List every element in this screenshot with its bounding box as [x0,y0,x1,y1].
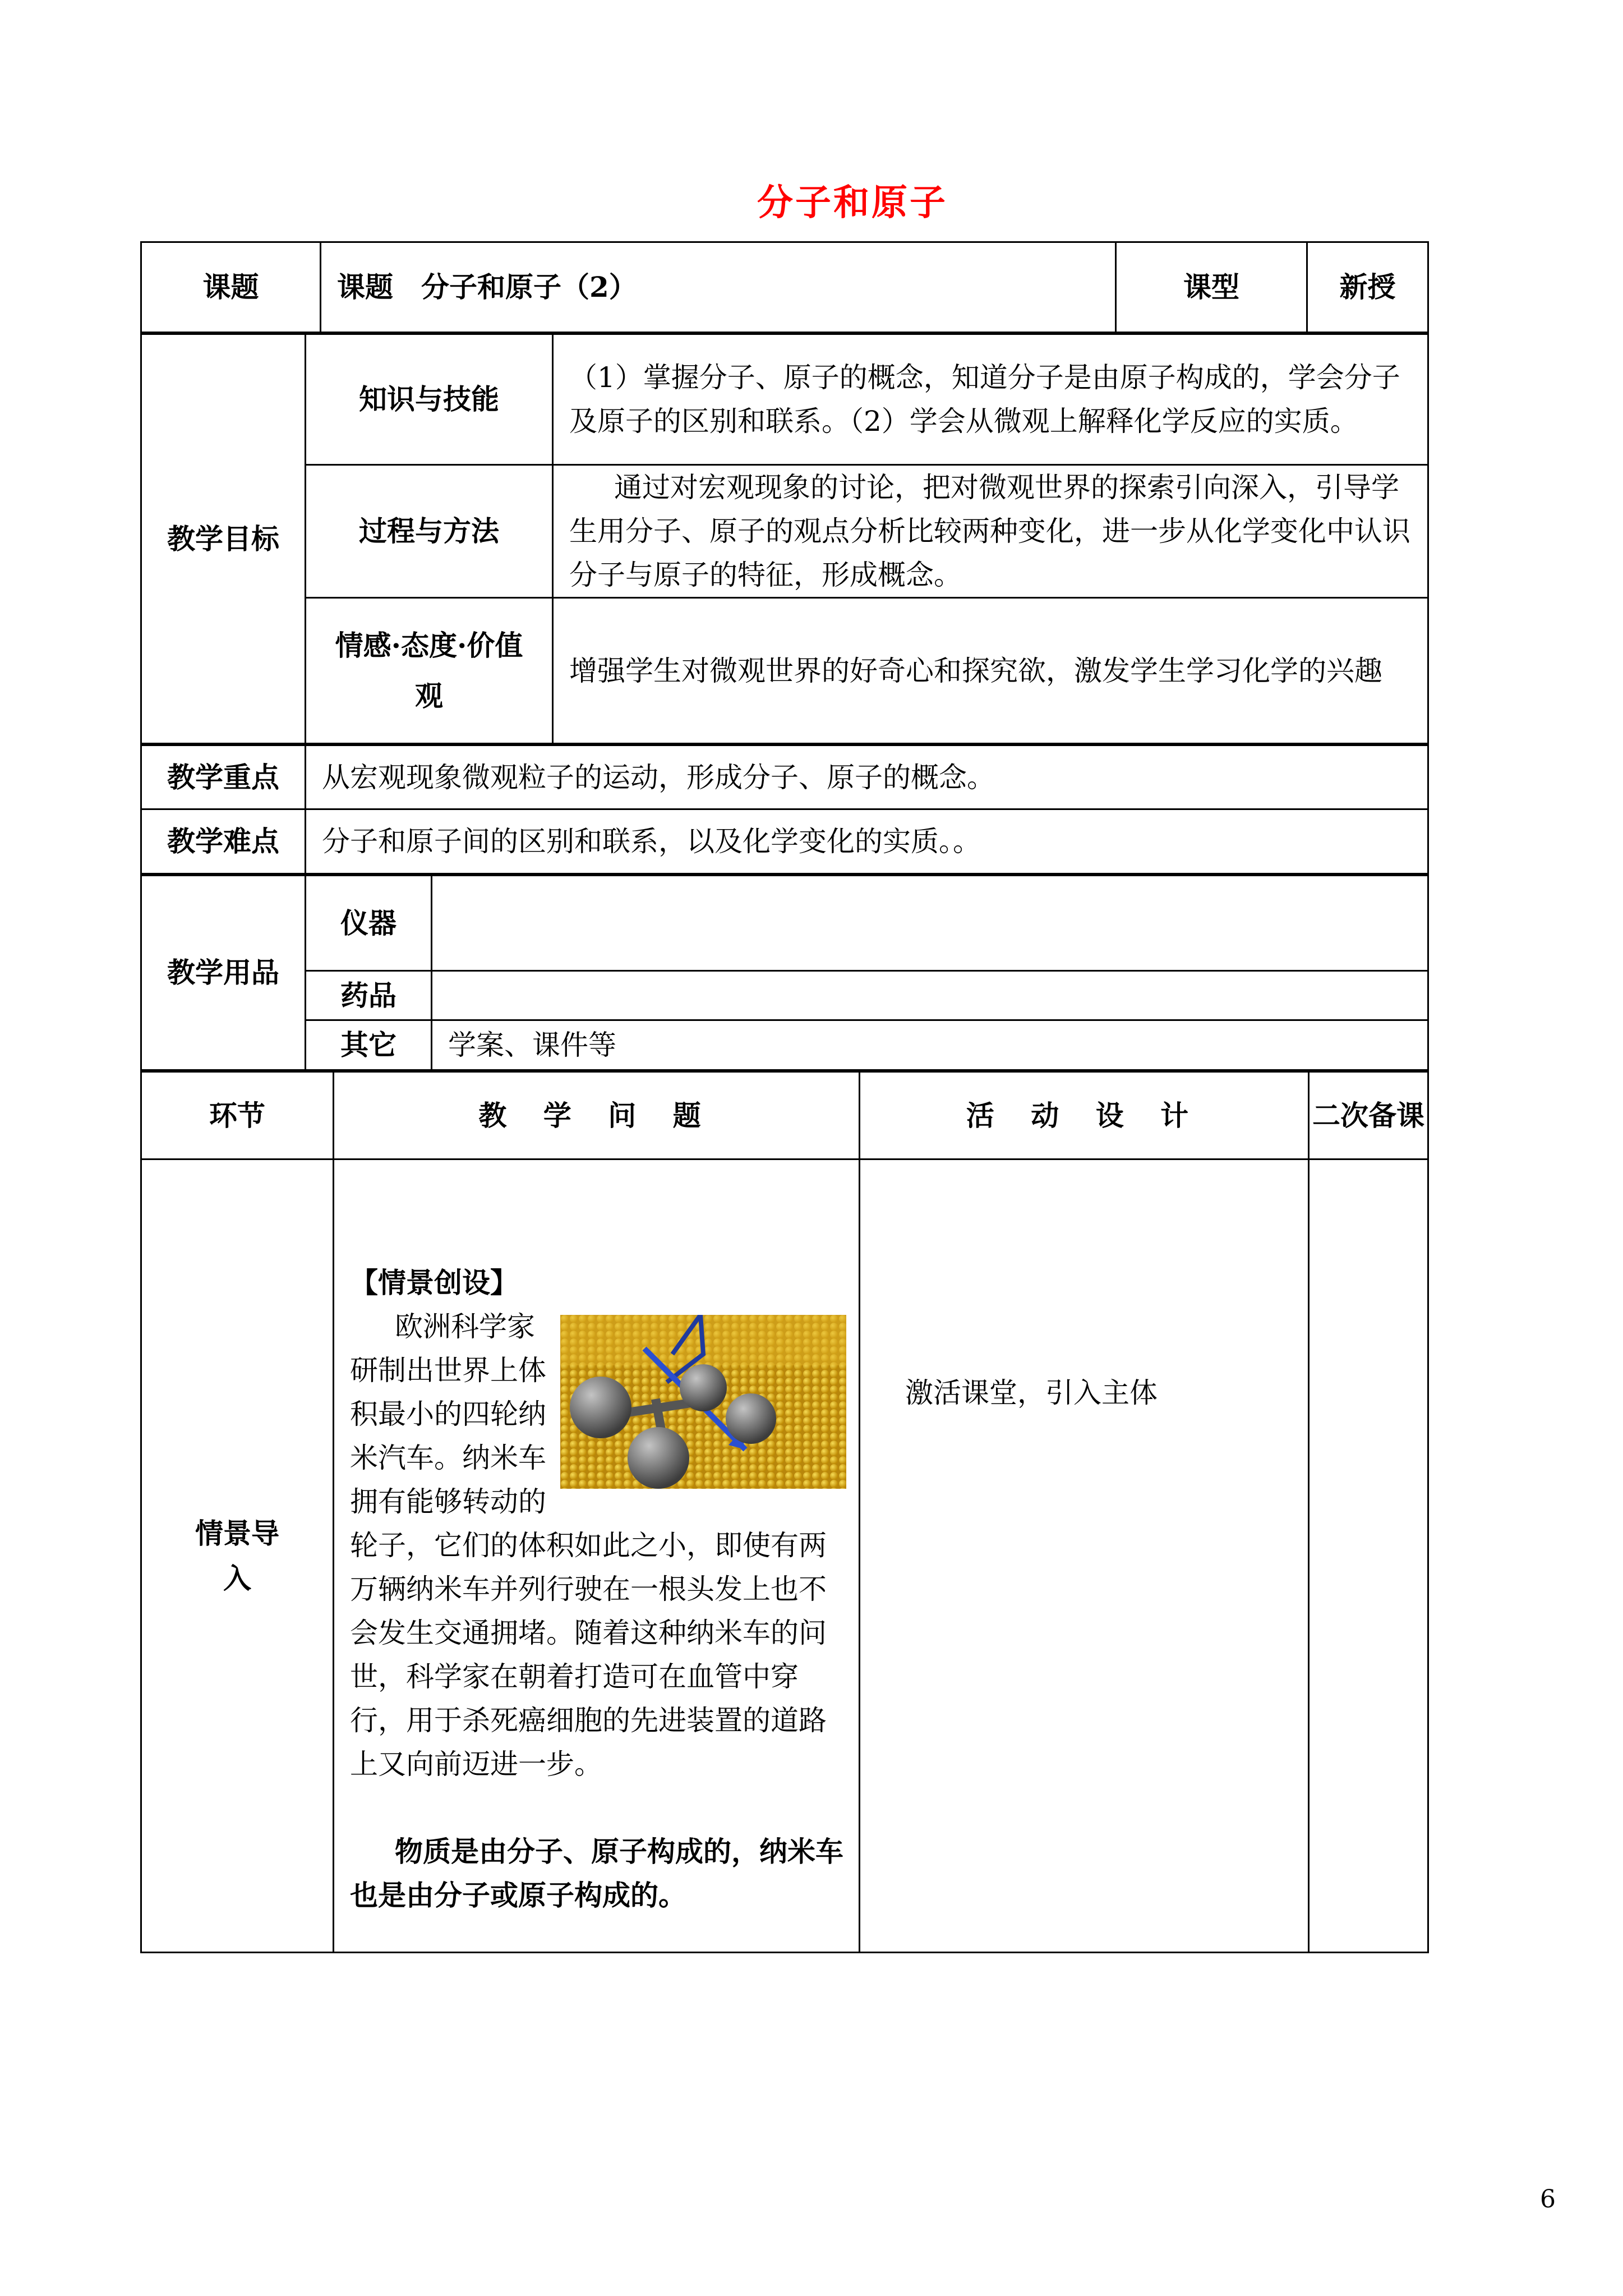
objectives-label: 教学目标 [141,334,306,744]
col-problems: 教 学 问 题 [334,1072,860,1159]
emotion-label: 情感·态度·价值观 [306,598,553,744]
knowledge-label: 知识与技能 [306,334,553,465]
intro-activity: 激活课堂，引入主体 [860,1159,1309,1953]
intro-heading: 【情景创设】 [350,1266,518,1299]
supplies-label: 教学用品 [141,876,306,1070]
page-title: 分子和原子 [757,182,948,224]
type-label: 课型 [1116,242,1307,333]
instruments-value [432,876,1428,971]
other-value: 学案、课件等 [432,1020,1428,1070]
key-points-text: 从宏观现象微观粒子的运动，形成分子、原子的概念。 [306,746,1428,809]
key-points-label: 教学重点 [141,746,306,809]
stage-intro: 情景导入 [141,1159,334,1953]
page-number: 6 [1540,2185,1556,2214]
topic-label: 课题 [141,242,321,333]
instruments-label: 仪器 [306,876,432,971]
intro-content [334,1159,860,1953]
nanocar-image [560,1315,846,1489]
process-table [140,1071,1429,1953]
process-label: 过程与方法 [306,465,553,598]
difficulties-label: 教学难点 [141,809,306,874]
difficulties-text: 分子和原子间的区别和联系，以及化学变化的实质。。 [306,809,1428,874]
header-table [140,241,1429,333]
objectives-table [140,333,1429,744]
col-second-prep: 二次备课 [1309,1072,1428,1159]
intro-conclusion: 物质是由分子、原子构成的，纳米车也是由分子或原子构成的。 [350,1835,843,1912]
emotion-text: 增强学生对微观世界的好奇心和探究欲，激发学生学习化学的兴趣 [553,598,1428,744]
type-value: 新授 [1307,242,1428,333]
knowledge-text: （1）掌握分子、原子的概念，知道分子是由原子构成的，学会分子及原子的区别和联系。（2）学会从微观上解释化学反应的实质。 [553,334,1428,465]
process-text: 通过对宏观现象的讨论，把对微观世界的探索引向深入，引导学生用分子、原子的观点分析比较两种变化，进一步从化学变化中认识分子与原子的特征，形成概念。 [553,465,1428,598]
col-stage: 环节 [141,1072,334,1159]
topic-value: 课题 分子和原子（2） [321,242,1116,333]
chemicals-value [432,971,1428,1020]
intro-body: 欧洲科学家研制出世界上体积最小的四轮纳米汽车。纳米车拥有能够转动的轮子，它们的体积如此之小，即使有两万辆纳米车并列行驶在一根头发上也不会发生交通拥堵。随着这种纳米车的问世，科学家在朝着打造可在血管中穿行，用于杀死癌细胞的先进装置的道路上又向前迈进一步。 [350,1310,827,1780]
col-activities: 活 动 设 计 [860,1072,1309,1159]
supplies-table [140,875,1429,1071]
other-label: 其它 [306,1020,432,1070]
intro-second-prep [1309,1159,1428,1953]
chemicals-label: 药品 [306,971,432,1020]
keypoints-table [140,744,1429,875]
